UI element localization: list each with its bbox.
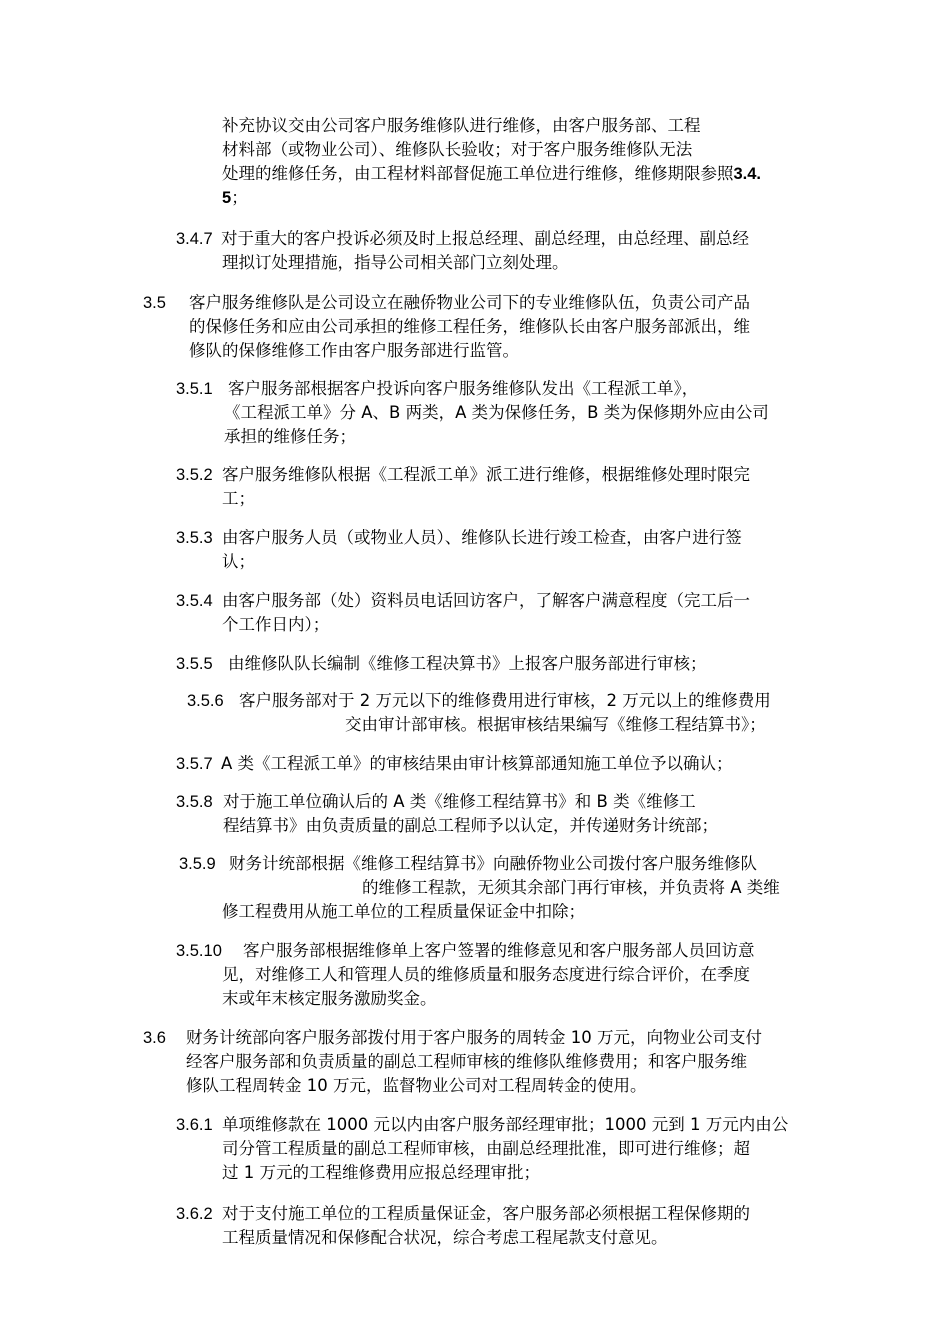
text-line: 客户服务部对于 2 万元以下的维修费用进行审核，2 万元以上的维修费用 — [239, 691, 771, 710]
section-number: 3.5.2 — [176, 466, 213, 484]
text-line: 个工作日内）； — [222, 615, 330, 634]
section-3-5-8 — [176, 790, 718, 838]
section-reference: 3.4. — [733, 165, 762, 183]
section-3-5-6 — [187, 689, 771, 737]
section-number: 3.5.3 — [176, 529, 213, 547]
text-line: 由客户服务部（处）资料员电话回访客户，了解客户满意程度（完工后一 — [222, 591, 750, 610]
text-fragment: ； — [231, 188, 248, 207]
section-3-6-1 — [176, 1113, 788, 1185]
section-3-4-7 — [176, 227, 749, 275]
text-line: 过 1 万元的工程维修费用应报总经理审批； — [222, 1163, 540, 1182]
section-number: 3.5.10 — [176, 942, 222, 960]
text-line: 的保修任务和应由公司承担的维修工程任务，维修队长由客户服务部派出，维 — [189, 317, 750, 336]
text-line: 修队工程周转金 10 万元，监督物业公司对工程周转金的使用。 — [186, 1076, 647, 1095]
section-number: 3.5 — [143, 294, 166, 312]
text-line: 由客户服务人员（或物业人员）、维修队长进行竣工检查，由客户进行签 — [222, 528, 742, 547]
section-number: 3.5.9 — [179, 855, 216, 873]
text-line — [222, 162, 761, 186]
section-number: 3.6.1 — [176, 1116, 213, 1134]
text-line: 承担的维修任务； — [224, 427, 356, 446]
section-number: 3.4.7 — [176, 230, 213, 248]
text-line: 经客户服务部和负责质量的副总工程师审核的维修队维修费用；和客户服务维 — [186, 1052, 747, 1071]
section-3-5-7 — [176, 752, 733, 776]
text-line: 认； — [222, 552, 255, 571]
text-line: 客户服务维修队根据《工程派工单》派工进行维修，根据维修处理时限完 — [222, 465, 750, 484]
text-line: 补充协议交由公司客户服务维修队进行维修，由客户服务部、工程 — [222, 116, 701, 135]
text-line: 财务计统部根据《维修工程结算书》向融侨物业公司拨付客户服务维修队 — [229, 854, 757, 873]
text-line: 客户服务部根据维修单上客户签署的维修意见和客户服务部人员回访意 — [243, 941, 755, 960]
text-line: 由维修队队长编制《维修工程决算书》上报客户服务部进行审核； — [228, 654, 707, 673]
text-line: 工； — [222, 489, 255, 508]
section-3-5-4 — [176, 589, 750, 637]
text-line: 客户服务维修队是公司设立在融侨物业公司下的专业维修队伍，负责公司产品 — [189, 293, 750, 312]
text-line: 末或年末核定服务激励奖金。 — [222, 989, 437, 1008]
text-fragment: 处理的维修任务，由工程材料部督促施工单位进行维修，维修期限参照 — [222, 164, 734, 183]
text-line: 修队的保修维修工作由客户服务部进行监管。 — [189, 341, 519, 360]
intro-paragraph — [222, 114, 761, 210]
text-line: 对于施工单位确认后的 A 类《维修工程结算书》和 B 类《维修工 — [223, 792, 696, 811]
text-line: 材料部（或物业公司）、维修队长验收；对于客户服务维修队无法 — [222, 140, 693, 159]
section-3-6-2 — [176, 1202, 750, 1250]
section-3-6 — [143, 1026, 762, 1098]
section-3-5-9 — [179, 852, 780, 924]
section-3-5-2 — [176, 463, 750, 511]
section-number: 3.6 — [143, 1029, 166, 1047]
text-line: 《工程派工单》分 A、B 两类，A 类为保修任务，B 类为保修期外应由公司 — [224, 403, 769, 422]
text-line: 客户服务部根据客户投诉向客户服务维修队发出《工程派工单》， — [228, 379, 699, 398]
section-3-5 — [143, 291, 750, 363]
text-line: A 类《工程派工单》的审核结果由审计核算部通知施工单位予以确认； — [221, 754, 733, 773]
text-line: 交由审计部审核。根据审核结果编写《维修工程结算书》； — [345, 715, 766, 734]
text-line: 程结算书》由负责质量的副总工程师予以认定，并传递财务计统部； — [223, 816, 718, 835]
section-number: 3.5.6 — [187, 692, 224, 710]
section-3-5-10 — [176, 939, 755, 1011]
text-line: 的维修工程款，无须其余部门再行审核，并负责将 A 类维 — [362, 878, 780, 897]
section-number: 3.5.1 — [176, 380, 213, 398]
text-line: 财务计统部向客户服务部拨付用于客户服务的周转金 10 万元，向物业公司支付 — [186, 1028, 762, 1047]
section-number: 3.5.4 — [176, 592, 213, 610]
section-3-5-3 — [176, 526, 742, 574]
text-line: 对于重大的客户投诉必须及时上报总经理、副总经理，由总经理、副总经 — [221, 229, 749, 248]
text-line: 司分管工程质量的副总工程师审核，由副总经理批准，即可进行维修；超 — [222, 1139, 750, 1158]
text-line: 单项维修款在 1000 元以内由客户服务部经理审批；1000 元到 1 万元内由公 — [222, 1115, 789, 1134]
section-3-5-5 — [176, 652, 707, 676]
text-line: 工程质量情况和保修配合状况，综合考虑工程尾款支付意见。 — [222, 1228, 668, 1247]
text-line: 见，对维修工人和管理人员的维修质量和服务态度进行综合评价，在季度 — [222, 965, 750, 984]
text-line: 修工程费用从施工单位的工程质量保证金中扣除； — [222, 902, 585, 921]
section-number: 3.5.7 — [176, 755, 213, 773]
section-number: 3.5.5 — [176, 655, 213, 673]
section-3-5-1 — [176, 377, 769, 449]
text-line: 理拟订处理措施，指导公司相关部门立刻处理。 — [222, 253, 569, 272]
section-number: 3.5.8 — [176, 793, 213, 811]
text-line — [222, 186, 761, 210]
section-reference-cont: 5 — [222, 189, 232, 207]
text-line: 对于支付施工单位的工程质量保证金，客户服务部必须根据工程保修期的 — [222, 1204, 750, 1223]
section-number: 3.6.2 — [176, 1205, 213, 1223]
